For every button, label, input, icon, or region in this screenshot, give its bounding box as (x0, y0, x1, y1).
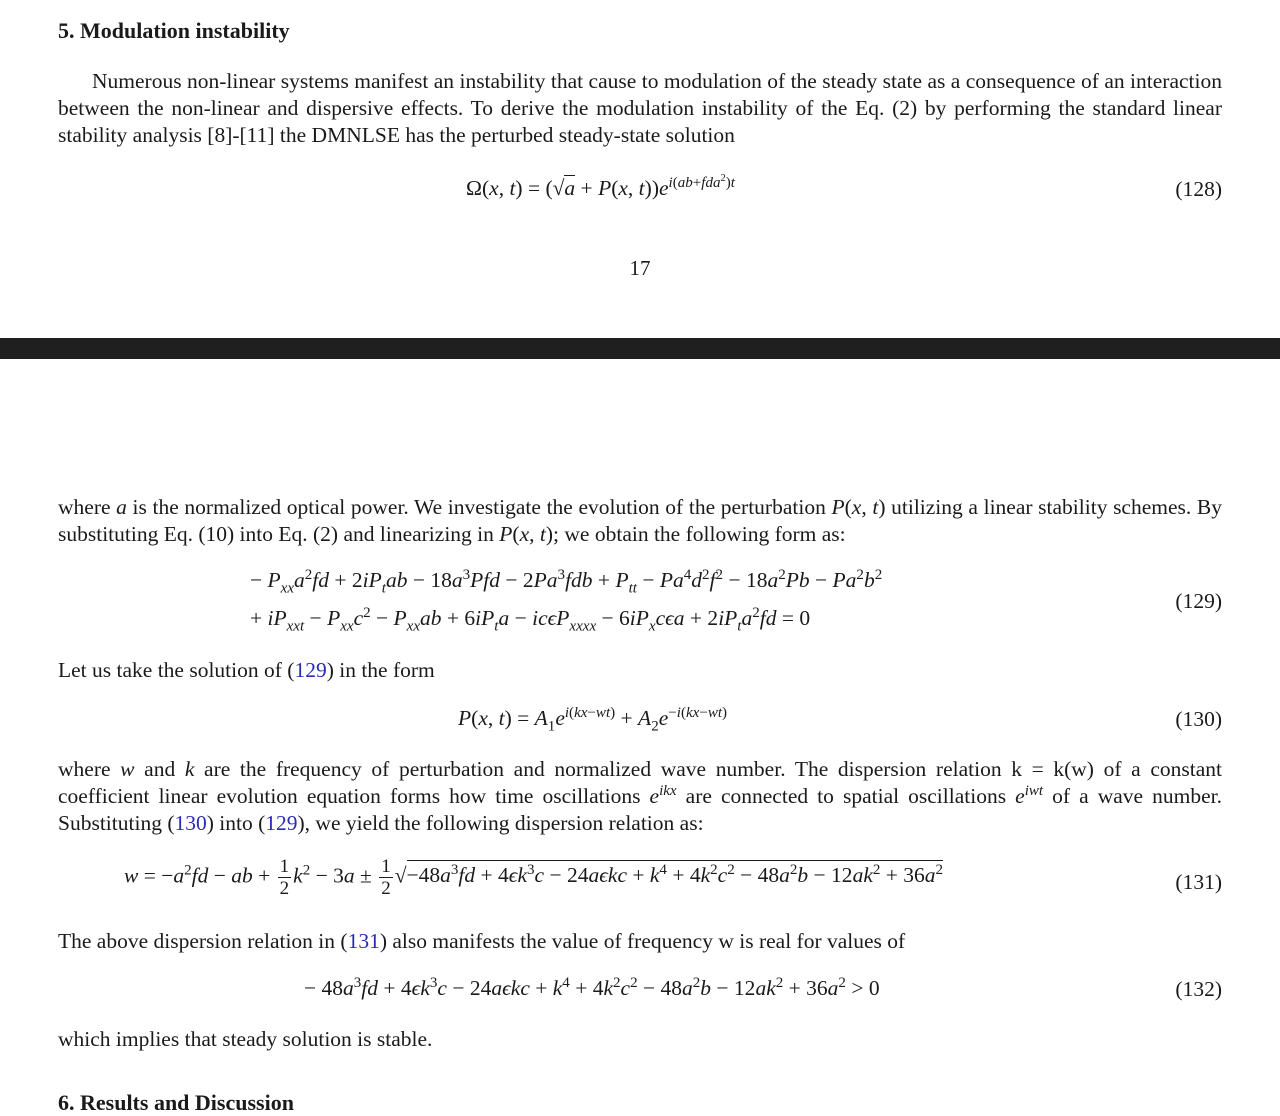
equation-number-128: (128) (1175, 177, 1222, 201)
equation-number-132: (132) (1175, 977, 1222, 1001)
paragraph-solution-form (58, 657, 1222, 684)
para5-text-b: ) also manifests the value of frequency w is real for values of (379, 929, 906, 953)
equation-129-line1: − $P_{xx}a^2fd + 2iP_tab - 18a^3Pfd - 2Pa^3fdb + P_{tt} - Pa^4d^2f^2 - 18a^2Pb - Pa^2b^2$ (250, 566, 883, 597)
para2-text-c: ; we obtain the following form as: (553, 522, 846, 546)
ref-link-129[interactable]: 129 (294, 658, 327, 682)
para3-text-b: ) in the form (326, 658, 435, 682)
para4-text-a: are the frequency of perturbation and normalized wave number. The dispersion relation k = k(w) of a constant coefficient linear evolution equation forms how time oscillations (58, 757, 1222, 808)
paragraph-perturbation: where a is the normalized optical power. We investigate the evolution of the perturbation P(x, t) utilizing a linear stability schemes. By substituting Eq. (10) into Eq. (2) and linearizing in P(x, t); we obtain the following form as: (58, 495, 1223, 546)
ref-link-131[interactable]: 131 (347, 929, 380, 953)
paragraph-real-frequency (58, 928, 1222, 955)
para2-text: is the normalized optical power. We investigate the evolution of the perturbation (132, 495, 826, 519)
paragraph-conclusion: which implies that steady solution is stable. (58, 1027, 433, 1051)
para4-text-b: are connected to spatial oscillations (685, 784, 1007, 808)
equation-number-130: (130) (1175, 707, 1222, 731)
para4-text-c: of a wave number. Substituting ( (58, 784, 1223, 835)
equation-132: − $48a^3fd + 4\epsilon k^3c - 24a\epsilon kc + k^4 + 4k^2c^2 - 48a^2b - 12ak^2 + 36a^2 > 0$ (304, 974, 880, 1000)
ref-link-130[interactable]: 130 (174, 811, 207, 835)
page-number: 17 (629, 256, 651, 280)
equation-128: Ω(x, t) = (√a + P(x, $t))e^{i(ab+fda^2)t}$ (466, 172, 735, 200)
page-17-bottom (0, 0, 1280, 336)
next-section-heading: 6. Results and Discussion (58, 1090, 294, 1115)
equation-130: P(x, $t) = A_1e^{i(kx-wt)} + A_2e^{-i(kx-wt)}$ (458, 704, 728, 735)
para5-text-a: The above dispersion relation in ( (58, 929, 348, 953)
equation-number-129: (129) (1175, 589, 1222, 613)
para4-text-d: ) into ( (206, 811, 266, 835)
equation-131: $w = -a^2fd$ − ab + $\frac{1}{2}$ $k^2 - 3a$ ± $\frac{1}{2}$ $√-48a^3fd + 4\epsilon k^3c - 24a\epsilon kc + k^4 + 4k^2c^2 - 48a^2b - 12ak^2 + 36a^2$ (124, 856, 944, 899)
fraction-half-2: $\frac{1}{2}$ (381, 856, 391, 899)
paragraph-dispersion: where w and k are the frequency of perturbation and normalized wave number. The dispersion relation k = k(w) of a constant coefficient linear evolution equation forms how time oscillations $e^{ikx}$ are connected to spatial oscillations $e^{iwt}$ of a wave number. Substituting (130) into (129), we yield the following dispersion relation as: (58, 757, 1223, 835)
para2-text-b: utilizing a linear stability schemes. By substituting Eq. (10) into Eq. (2) and linearizing in (58, 495, 1223, 546)
equation-129-line2: + $iP_{xxt} - P_{xx}c^2 - P_{xx}ab + 6iP_ta - ic\epsilon P_{xxxx} - 6iP_xc\epsilon a + 2iP_ta^2fd = 0$ (250, 604, 811, 635)
section-heading: 5. Modulation instability (58, 18, 290, 43)
para3-text-a: Let us take the solution of ( (58, 658, 295, 682)
fraction-half: $\frac{1}{2}$ (279, 856, 290, 899)
para4-text-e: ), we yield the following dispersion relation as: (297, 811, 704, 835)
equation-number-131: (131) (1175, 870, 1222, 894)
ref-link-129b[interactable]: 129 (265, 811, 298, 835)
page-divider (0, 338, 1280, 359)
paragraph-intro: Numerous non-linear systems manifest an instability that cause to modulation of the steady state as a consequence of an interaction between the non-linear and dispersive effects. To derive the modulation instability of the Eq. (2) by performing the standard linear stability analysis [8]-[11] the DMNLSE has the perturbed steady-state solution (58, 69, 1222, 147)
